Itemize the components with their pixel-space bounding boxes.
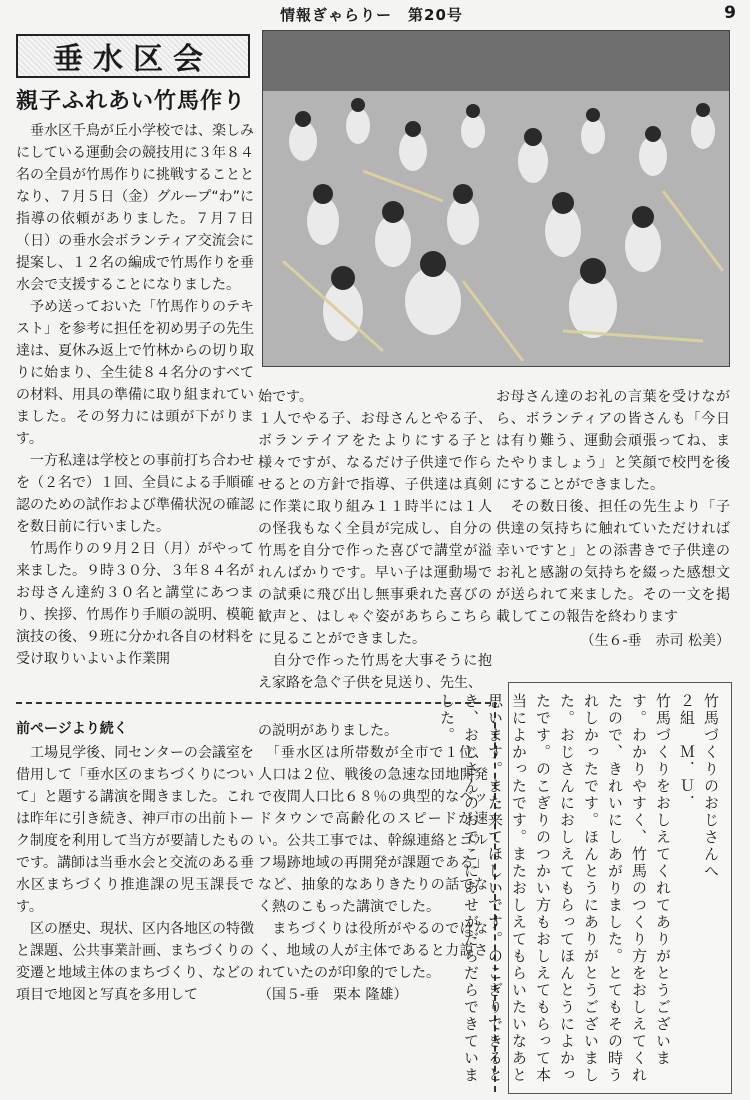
organization-name: 垂水区会	[53, 42, 213, 77]
article-title: 親子ふれあい竹馬作り	[16, 89, 247, 114]
continued-heading: 前ページより続く	[16, 721, 128, 737]
article2-column-1: 工場見学後、同センターの会議室を借用して「垂水区のまちづくりについて」と題する講演を聞きました。これは昨年に引き続き、神戸市の出前トーク制度を利用して当方が要請したものです。講師は当垂水会と交流のある垂水区まちづくり推進課の児玉課長です。 区の歴史、現状、区内各地区の特徴と課題、公共事業計画、まちづくりの変遷と地域主体のまちづくり、などの項目で地図と写真を多用して	[16, 745, 254, 1003]
article2-signature: （国５-垂 栗本 隆雄）	[258, 987, 408, 1003]
article2-column-2: の説明がありました。 「垂水区は所帯数が全市で１位、人口は２位、戦後の急速な団地開発で夜間人口比６８％の典型的なベッドタウンで高齢化のスピードが速い。公共工事では、幹線連絡とゴルフ場跡地域の再開発が課題である」など、抽象的なありきたりの話でなく熱のこもった講演でした。 まちづくりは役所がやるのではなく、地域の人が主体であると力説されていたのが印象的でした。	[258, 723, 488, 981]
article1-column-3: お母さん達のお礼の言葉を受けながら、ボランティアの皆さんも「今日は有り難う、運動会頑張ってね、またやりましょう」と笑顔で校門を後にすることができました。 その数日後、担任の先生より「子供達の気持ちに触れていただければ幸いですと」との添書きで子供達のお礼と感謝の気持ちを綴った感想文が送られて来ました。その一文を掲載してこの報告を終わります	[496, 389, 730, 625]
thank-you-letter	[438, 682, 732, 1094]
page-header	[0, 0, 750, 28]
publication-title: 情報ぎゃらりー 第20号	[280, 6, 463, 24]
section-divider	[16, 702, 491, 704]
article1-signature: （生６-垂 赤司 松美）	[580, 633, 730, 649]
event-photo	[262, 30, 730, 367]
photo-illustration	[263, 31, 729, 366]
article1-column-2: 始です。 １人でやる子、お母さんとやる子、ボランテイアをたよりにする子と様々ですが、なるだけ子供達で作らせるとの方針で指導、子供達は真剣に作業に取り組み１１時半には１人の怪我もなく全員が完成し、自分の竹馬を自分で作った喜びで講堂が溢れんばかりです。早い子は運動場での試乗に飛び出し無事乗れた喜びの歓声と、はしゃぐ姿があちらこちらに見ることができました。 自分で作った竹馬を大事そうに抱え家路を急ぐ子供を見送り、先生、	[258, 389, 492, 691]
letter-text: 竹馬づくりのおじさんへ ２組 Ｍ．Ｕ． 竹馬づくりをおしえてくれてありがとうございます。わかりやすく、竹馬のつくり方をおしえてくれたので、きれいにしあがりました。とてもその時うれしかったです。ほんとうにありがとうございました。おじさんにおしえてもらってほんとうによかったです。のこぎりのつかい方もおしえてもらって本当によかったです。またおしえてもらいたいなあと思います。また来てほしいです。のこぎりできるとき、おじさんのおでこにあせがだらだらできていました。	[438, 693, 720, 1084]
page-number: 9	[724, 3, 736, 23]
article1-column-1: 垂水区千鳥が丘小学校では、楽しみにしている運動会の競技用に３年８４名の全員が竹馬作りに挑戦することとなり、７月５日（金）グループ“わ”に指導の依頼がありました。７月７日（日）の垂水会ボランティア交流会に提案し、１２名の編成で竹馬作りを垂水会で支援することになりました。 予め送っておいた「竹馬作りのテキスト」を参考に担任を初め男子の先生達は、夏休み返上で竹林からの切り取りに始まり、全生徒８４名分のすべての材料、用具の準備に取り組まれていました。その努力には頭が下がります。 一方私達は学校との事前打ち合わせを（２名で）１回、全員による手順確認のための試作および準備状況の確認を数日前に行いました。 竹馬作りの９月２日（月）がやって来ました。９時３０分、３年８４名がお母さん達約３０名と講堂にあつまり、挨拶、竹馬作り手順の説明、模範演技の後、９班に分かれ各自の材料を受け取りいよいよ作業開	[16, 123, 254, 667]
organization-banner	[16, 34, 250, 78]
